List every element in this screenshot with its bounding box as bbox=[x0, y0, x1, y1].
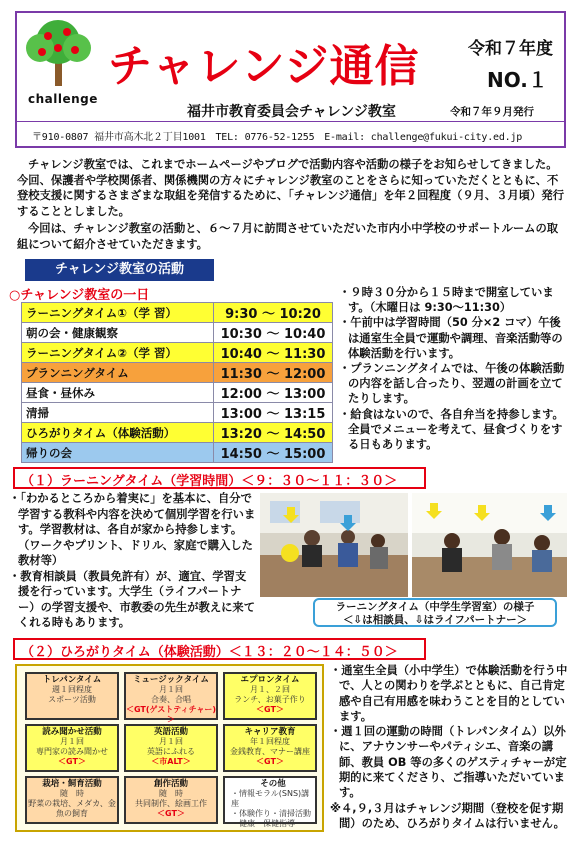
activity-cell-frequency: 月１回 bbox=[60, 737, 84, 746]
activity-cell-guest: ＜市ALT＞ bbox=[151, 757, 191, 766]
activity-grid bbox=[15, 664, 324, 832]
contact-line: 〒910-0807 福井市高木北２丁目1001 TEL: 0776-52-1255 E-mail: challenge@fukui-city.ed.jp bbox=[32, 132, 523, 143]
photo-caption-line1: ラーニングタイム（中学生学習室）の様子 bbox=[335, 601, 535, 613]
intro-paragraph-1: チャレンジ教室では、これまでホームページやブログで活動内容や活動の様子をお知らせしてきました。今回、保護者や学校関係者、関係機関の方々にチャレンジ教室のことをさらに知っていただくとともに、不登校支援に関するさまざまな取組を発信するために、「チャレンジ通信」を年２回程度（９月、３月頃）発行することとしました。 bbox=[17, 158, 564, 218]
activity-cell-detail: 専門家の読み聞かせ bbox=[36, 747, 108, 756]
activity-cell bbox=[223, 672, 317, 720]
tree-logo-icon bbox=[20, 18, 98, 88]
activity-cell-frequency: 月１回 bbox=[159, 737, 183, 746]
activity-cell-frequency: 週１回程度 bbox=[52, 685, 92, 694]
activity-cell-detail: 金銭教育、マナー講座 bbox=[230, 747, 310, 756]
activity-cell-item: ・健康・保健指導 bbox=[231, 819, 295, 828]
activity-cell bbox=[223, 724, 317, 772]
activity-cell-title: ミュージックタイム bbox=[133, 675, 209, 685]
activity-cell-frequency: 月１回 bbox=[159, 685, 183, 694]
schedule-row bbox=[22, 403, 333, 423]
schedule-row bbox=[22, 383, 333, 403]
schedule-activity: 帰りの会 bbox=[22, 443, 214, 463]
schedule-activity: ラーニングタイム①（学 習） bbox=[22, 303, 214, 323]
intro-paragraph-2: 今回は、チャレンジ教室の活動と、６～７月に訪問させていただいた市内小中学校のサポートルームの取組について紹介させていただきます。 bbox=[17, 222, 559, 251]
schedule-note: ・プランニングタイムでは、午後の体験活動の内容を話し合ったり、翌週の計画を立てたりします。 bbox=[339, 362, 565, 406]
learning-bullet: ・教育相談員（教員免許有）が、適宜、学習支援を行っています。大学生（ライフパートナー）の学習支援や、市教委の先生が教えに来てくれる時もあります。 bbox=[9, 569, 256, 629]
activity-time-heading: （２）ひろがりタイム（体験活動）＜１３：２０～１４：５０＞ bbox=[13, 638, 426, 660]
schedule-time: 10:30 ～ 10:40 bbox=[214, 323, 333, 343]
activity-cell-frequency: 月１、２回 bbox=[250, 685, 290, 694]
photo-caption-line2: ＜⇩は相談員、⇩はライフパートナー＞ bbox=[342, 614, 528, 626]
schedule-time: 10:40 ～ 11:30 bbox=[214, 343, 333, 363]
publish-date: 令和７年９月発行 bbox=[450, 106, 534, 118]
issue-number: NO.１ bbox=[487, 68, 548, 92]
activity-cell-detail: 共同制作、絵画工作 bbox=[135, 799, 207, 808]
schedule-activity: 昼食・昼休み bbox=[22, 383, 214, 403]
schedule-time: 12:00 ～ 13:00 bbox=[214, 383, 333, 403]
activity-cell-title: エプロンタイム bbox=[240, 675, 300, 685]
activity-cell-item: ・情報モラル(SNS)講座 bbox=[231, 789, 310, 808]
activity-note: ・週１回の運動の時間（トレパンタイム）以外に、アナウンサーやパティシエ、音楽の講師、教員 OB 等の多くのゲスティチャーが定期的に来てくださり、ご指導いただいています。 bbox=[330, 725, 567, 800]
schedule-time: 9:30 ～ 10:20 bbox=[214, 303, 333, 323]
activity-cell-title: 読み聞かせ活動 bbox=[42, 727, 102, 737]
activity-cell bbox=[25, 776, 119, 824]
activity-cell bbox=[124, 672, 218, 724]
schedule-activity: ひろがりタイム（体験活動） bbox=[22, 423, 214, 443]
activity-cell-frequency: 随 時 bbox=[60, 789, 84, 798]
activity-cell bbox=[25, 672, 119, 720]
classroom-photo-1 bbox=[260, 493, 408, 597]
fiscal-year: 令和７年度 bbox=[468, 39, 553, 59]
learning-time-text bbox=[9, 491, 257, 631]
activity-cell-title: 創作活動 bbox=[153, 779, 188, 789]
schedule-row bbox=[22, 363, 333, 383]
activity-cell-detail: 英語にふれる bbox=[147, 747, 195, 756]
schedule-row bbox=[22, 343, 333, 363]
section-banner: チャレンジ教室の活動 bbox=[25, 259, 214, 281]
schedule-activity: プランニングタイム bbox=[22, 363, 214, 383]
activity-cell bbox=[124, 724, 218, 772]
publisher-org: 福井市教育委員会チャレンジ教室 bbox=[187, 104, 396, 120]
activity-cell-title: トレパンタイム bbox=[42, 675, 102, 685]
activity-cell-item: ・体験作り・清掃活動 bbox=[231, 809, 311, 818]
schedule-note: ・給食はないので、各自弁当を持参します。全員でメニューを考えて、昼食づくりをする日もあります。 bbox=[339, 407, 564, 452]
schedule-row bbox=[22, 423, 333, 443]
activity-cell-guest: ＜GT(ゲストティチャー)＞ bbox=[126, 705, 216, 724]
schedule-row bbox=[22, 443, 333, 463]
schedule-activity: ラーニングタイム②（学 習） bbox=[22, 343, 214, 363]
schedule-notes bbox=[339, 285, 567, 452]
activity-cell-detail: 合奏、合唱 bbox=[151, 695, 191, 704]
activity-cell-title: キャリア教育 bbox=[244, 727, 296, 737]
activity-cell-guest: ＜GT＞ bbox=[58, 757, 86, 766]
schedule-note: ・９時３０分から１５時まで開室しています。（木曜日は 9:30～11:30） bbox=[339, 286, 554, 315]
schedule-activity: 清掃 bbox=[22, 403, 214, 423]
activity-cell-title: その他 bbox=[260, 779, 286, 789]
classroom-photo-2 bbox=[412, 493, 567, 597]
activity-cell-guest: ＜GT＞ bbox=[256, 705, 284, 714]
daily-schedule-table bbox=[21, 302, 333, 463]
activity-cell-detail: スポーツ活動 bbox=[48, 695, 96, 704]
activity-cell-title: 栽培・飼育活動 bbox=[42, 779, 102, 789]
schedule-activity: 朝の会・健康観察 bbox=[22, 323, 214, 343]
activity-cell bbox=[223, 776, 317, 828]
activity-cell-detail: ランチ、お菓子作り bbox=[234, 695, 306, 704]
schedule-note: ・午前中は学習時間（50 分×2 コマ）午後は通室生全員で運動や調理、音楽活動等の体験活動を行います。 bbox=[339, 316, 563, 360]
activity-cell-title: 英語活動 bbox=[153, 727, 188, 737]
activity-cell-frequency: 年１回程度 bbox=[250, 737, 290, 746]
schedule-row bbox=[22, 323, 333, 343]
activity-cell-guest: ＜GT＞ bbox=[157, 809, 185, 818]
activity-cell bbox=[25, 724, 119, 772]
schedule-time: 14:50 ～ 15:00 bbox=[214, 443, 333, 463]
learning-bullet: ・「わかるところから着実に」を基本に、自分で学習する教科や内容を決めて個別学習を行います。学習教材は、各自が家から持参します。（ワークやプリント、ドリル、家庭で購入した教材等） bbox=[9, 492, 256, 567]
activity-cell-detail: 野菜の栽培、メダカ、金魚の飼育 bbox=[28, 799, 116, 818]
photo-caption bbox=[313, 598, 557, 627]
activity-notes bbox=[330, 663, 570, 831]
schedule-time: 11:30 ～ 12:00 bbox=[214, 363, 333, 383]
activity-note: ・通室生全員（小中学生）で体験活動を行う中で、人との関わりを学ぶとともに、自己肯定感や自己有用感を味わうことを目的としています。 bbox=[330, 664, 568, 723]
header-divider bbox=[15, 121, 566, 122]
logo-wordmark: challenge bbox=[28, 92, 98, 106]
schedule-time: 13:00 ～ 13:15 bbox=[214, 403, 333, 423]
learning-time-heading: （１）ラーニングタイム（学習時間）＜９：３０～１１：３０＞ bbox=[13, 467, 426, 489]
activity-cell bbox=[124, 776, 218, 824]
activity-note: ※４,９,３月はチャレンジ期間（登校を促す期間）のため、ひろがりタイムは行いません。 bbox=[330, 801, 565, 830]
schedule-time: 13:20 ～ 14:50 bbox=[214, 423, 333, 443]
newsletter-title: チャレンジ通信 bbox=[108, 41, 420, 92]
schedule-row bbox=[22, 303, 333, 323]
daily-schedule-title: ○チャレンジ教室の一日 bbox=[9, 288, 150, 303]
activity-cell-guest: ＜GT＞ bbox=[256, 757, 284, 766]
activity-cell-frequency: 随 時 bbox=[159, 789, 183, 798]
